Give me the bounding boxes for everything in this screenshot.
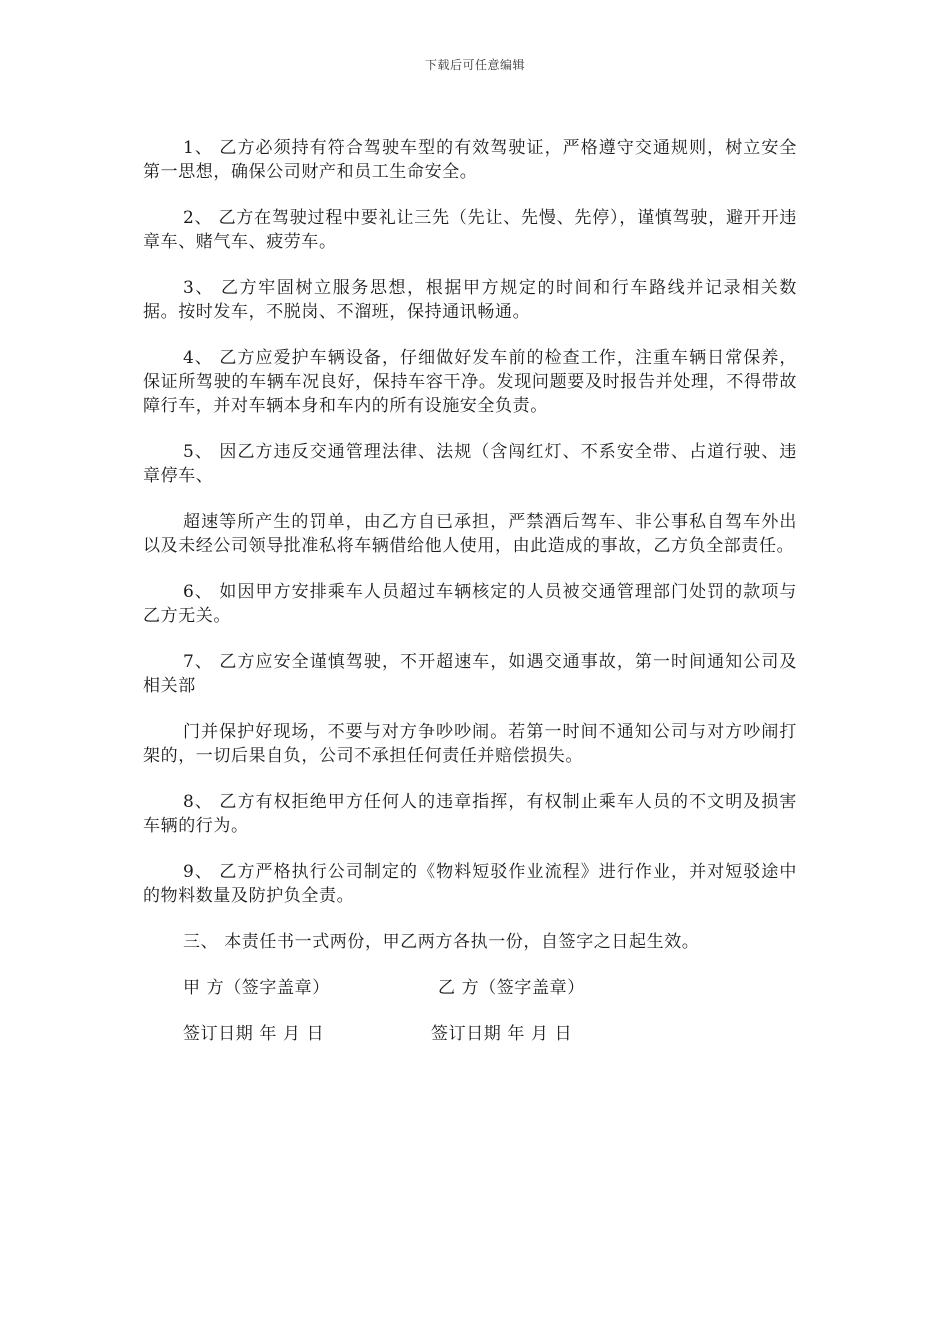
clause-3: 3、 乙方牢固树立服务思想，根据甲方规定的时间和行车路线并记录相关数据。按时发车，不脱岗、不溜班，保持通讯畅通。 xyxy=(143,278,797,322)
party-a-date-label: 签订日期 年 月 日 xyxy=(183,1024,325,1044)
party-b-date-label: 签订日期 年 月 日 xyxy=(431,1024,573,1044)
clause-7: 7、 乙方应安全谨慎驾驶，不开超速车，如遇交通事故，第一时间通知公司及相关部 xyxy=(143,652,797,696)
clause-5: 5、 因乙方违反交通管理法律、法规（含闯红灯、不系安全带、占道行驶、违章停车、 xyxy=(143,442,797,486)
clause-4: 4、 乙方应爱护车辆设备，仔细做好发车前的检查工作，注重车辆日常保养，保证所驾驶的车辆车况良好，保持车容干净。发现问题要及时报告并处理，不得带故障行车，并对车辆本身和车内的所有设施安全负责。 xyxy=(143,348,797,416)
clause-8: 8、 乙方有权拒绝甲方任何人的违章指挥，有权制止乘车人员的不文明及损害车辆的行为。 xyxy=(143,792,797,836)
date-row xyxy=(143,1022,797,1046)
header-note: 下载后可任意编辑 xyxy=(424,58,525,72)
clause-7-continued: 门并保护好现场，不要与对方争吵吵闹。若第一时间不通知公司与对方吵闹打架的，一切后果自负，公司不承担任何责任并赔偿损失。 xyxy=(143,722,797,766)
party-a-signature-label: 甲 方（签字盖章） xyxy=(183,978,330,998)
clause-6: 6、 如因甲方安排乘车人员超过车辆核定的人员被交通管理部门处罚的款项与乙方无关。 xyxy=(143,582,797,626)
effective-clause: 三、 本责任书一式两份，甲乙两方各执一份，自签字之日起生效。 xyxy=(183,932,700,952)
document-body xyxy=(143,136,797,1068)
signature-row xyxy=(143,976,797,1000)
clause-1: 1、 乙方必须持有符合驾驶车型的有效驾驶证，严格遵守交通规则，树立安全第一思想，确保公司财产和员工生命安全。 xyxy=(143,138,797,182)
clause-5-continued: 超速等所产生的罚单，由乙方自已承担，严禁酒后驾车、非公事私自驾车外出以及未经公司领导批准私将车辆借给他人使用，由此造成的事故，乙方负全部责任。 xyxy=(143,512,797,556)
clause-2: 2、 乙方在驾驶过程中要礼让三先（先让、先慢、先停），谨慎驾驶，避开开违章车、赌气车、疲劳车。 xyxy=(143,208,797,252)
party-b-signature-label: 乙 方（签字盖章） xyxy=(438,978,585,998)
clause-9: 9、 乙方严格执行公司制定的《物料短驳作业流程》进行作业，并对短驳途中的物料数量及防护负全责。 xyxy=(143,862,797,906)
